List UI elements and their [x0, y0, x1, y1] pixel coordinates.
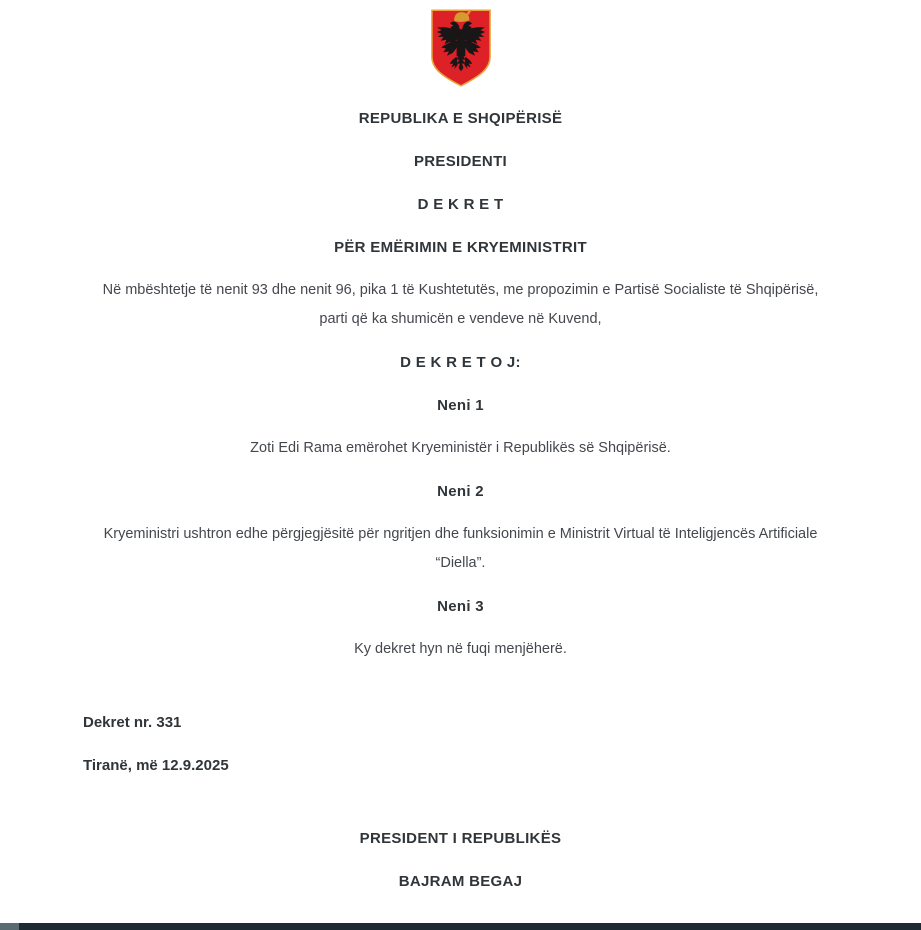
article-3-heading: [83, 592, 838, 621]
signatory-title-text: PRESIDENT I REPUBLIKËS: [359, 830, 562, 847]
article-3-body: [83, 635, 838, 664]
place-date-text: Tiranë, më 12.9.2025: [83, 757, 229, 774]
decree-verb-text: D E K R E T O J:: [400, 354, 521, 371]
article-1-line-1: Zoti Edi Rama emërohet Kryeministër i Republikës së Shqipërisë.: [250, 440, 671, 456]
emblem-svg: [430, 8, 492, 88]
article-3-line-1: Ky dekret hyn në fuqi menjëherë.: [354, 641, 567, 657]
preamble-paragraph: [83, 276, 838, 334]
place-date: [83, 751, 838, 780]
article-1-body: [83, 434, 838, 463]
institution-title-text: PRESIDENTI: [413, 153, 507, 170]
decree-subject-text: PËR EMËRIMIN E KRYEMINISTRIT: [334, 239, 587, 256]
decree-number: [83, 708, 838, 737]
article-3-heading-text: Neni 3: [437, 598, 484, 615]
republic-title-text: REPUBLIKA E SHQIPËRISË: [358, 110, 563, 127]
decree-subject: [83, 233, 838, 262]
article-2-line-2: “Diella”.: [435, 555, 486, 571]
albania-coat-of-arms-icon: [430, 8, 492, 88]
preamble-line-1: Në mbështetje të nenit 93 dhe nenit 96, pika 1 të Kushtetutës, me propozimin e Partisë Socialiste të Shqipërisë,: [102, 282, 819, 298]
republic-title: [83, 104, 838, 133]
decree-title: [83, 190, 838, 219]
article-2-heading-text: Neni 2: [437, 483, 484, 500]
bottom-edge-bar: [0, 923, 921, 930]
article-2-body: [83, 520, 838, 578]
article-2-line-1: Kryeministri ushtron edhe përgjegjësitë për ngritjen dhe funksionimin e Ministrit Virtual të Inteligjencës Artificiale: [103, 526, 818, 542]
signatory-name: [83, 867, 838, 896]
preamble-line-2: parti që ka shumicën e vendeve në Kuvend,: [319, 311, 602, 327]
signatory-name-text: BAJRAM BEGAJ: [398, 873, 523, 890]
article-1-heading: [83, 391, 838, 420]
institution-title: [83, 147, 838, 176]
decree-document: [0, 8, 921, 930]
article-1-heading-text: Neni 1: [437, 397, 484, 414]
decree-title-text: D E K R E T: [417, 196, 504, 213]
article-2-heading: [83, 477, 838, 506]
decree-verb: [83, 348, 838, 377]
decree-number-text: Dekret nr. 331: [83, 714, 182, 731]
bottom-edge-bar-left-segment: [0, 923, 19, 930]
signatory-title: [83, 824, 838, 853]
